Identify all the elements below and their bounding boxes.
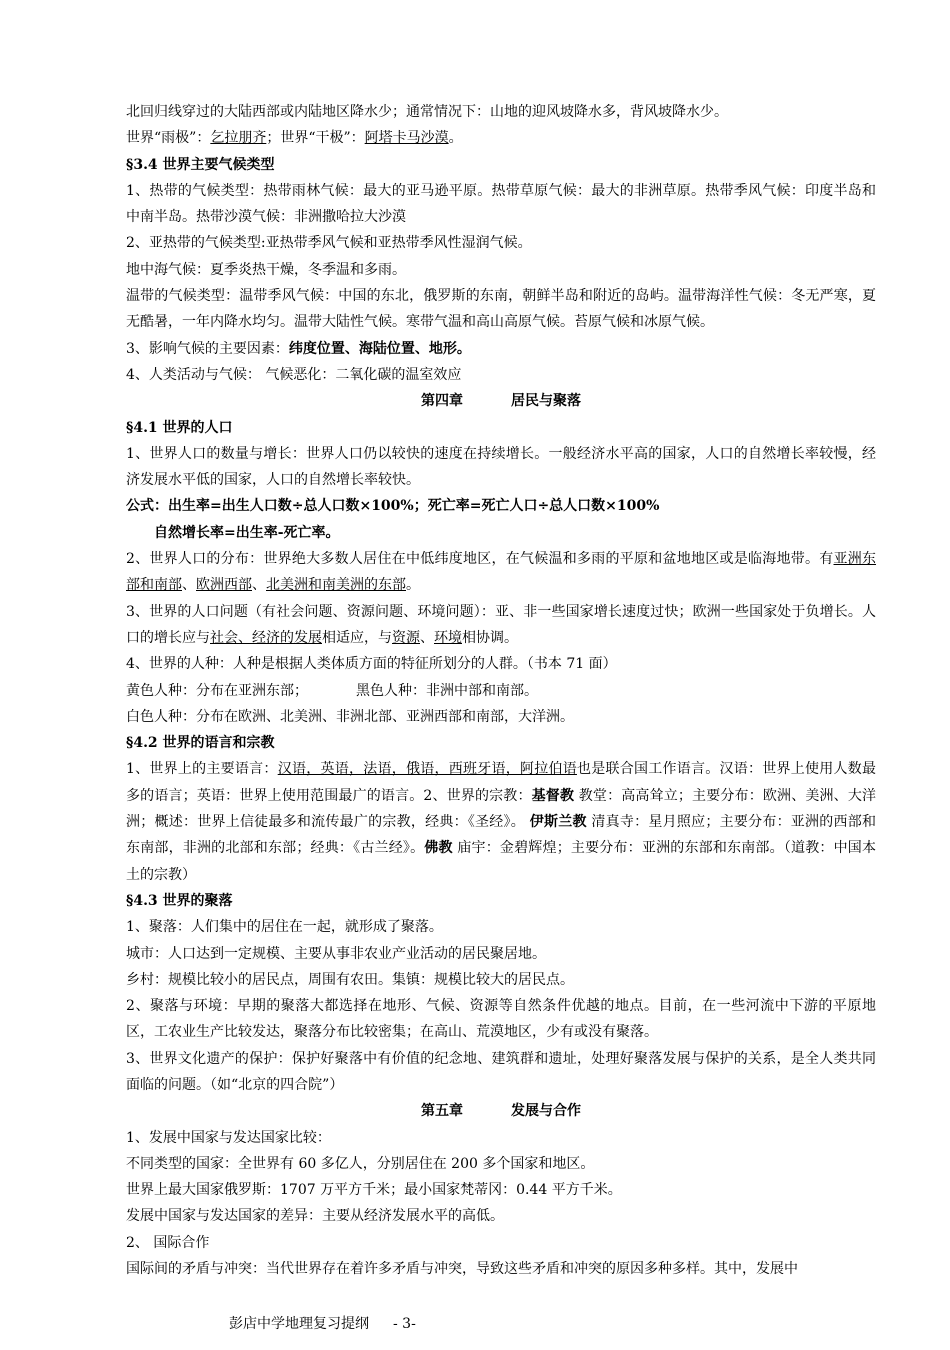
text-run: 2、 国际合作 (126, 1234, 210, 1251)
underlined-text: 乞拉朋齐 (210, 130, 267, 147)
text-run: 白色人种：分布在欧洲、北美洲、非洲北部、亚洲西部和南部，大洋洲。 (126, 708, 574, 725)
paragraph (126, 283, 876, 336)
paragraph (126, 125, 876, 151)
text-run: 1、热带的气候类型：热带雨林气候：最大的亚马逊平原。热带草原气候：最大的非洲草原。热带季风气候：印度半岛和中南半岛。热带沙漠气候：非洲撒哈拉大沙漠 (126, 182, 876, 226)
text-run: 、 (182, 577, 196, 594)
text-run: 4、世界的人种：人种是根据人类体质方面的特征所划分的人群。（书本 71 面） (126, 656, 617, 673)
text-run: §4.1 世界的人口 (126, 419, 233, 436)
paragraph (126, 1125, 876, 1151)
bold-text: 基督教 (531, 787, 575, 804)
page-number: - 3- (393, 1316, 416, 1332)
paragraph (126, 1256, 876, 1282)
text-run: 相适应，与 (322, 629, 392, 646)
text-run: 2、亚热带的气候类型:亚热带季风气候和亚热带季风性湿润气候。 (126, 235, 532, 252)
text-run: 4、人类活动与气候： 气候恶化：二氧化碳的温室效应 (126, 366, 462, 383)
paragraph (126, 704, 876, 730)
text-run: 2、世界人口的分布：世界绝大多数人居住在中低纬度地区，在气候温和多雨的平原和盆地地区或是临海地带。有 (126, 551, 834, 568)
text-run: 1、世界上的主要语言： (126, 761, 278, 778)
text-run: 地中海气候：夏季炎热干燥，冬季温和多雨。 (126, 261, 406, 278)
text-run: 庙宇：金碧辉煌；主要分布：亚洲的东部和东南部。（道教：中国本土的宗教） (126, 840, 876, 883)
text-run: 。 (448, 130, 463, 147)
paragraph (126, 257, 876, 283)
paragraph (126, 1151, 876, 1177)
text-run: 城市：人口达到一定规模、主要从事非农业产业活动的居民聚居地。 (126, 945, 546, 962)
section-heading (126, 888, 876, 914)
paragraph (126, 336, 876, 362)
text-run: 。 (406, 577, 420, 594)
text-run: 公式：出生率=出生人口数÷总人口数×100%；死亡率=死亡人口÷总人口数×100% (126, 498, 660, 515)
text-run: 3、世界的人口问题（有社会问题、资源问题、环境问题）：亚、非一些国家增长速度过快；欧洲一些国家处于负增长。人口的增长应与 (126, 603, 876, 646)
text-run: 也是联合国工作语言。汉语：世界上使用人数最多的语言；英语：世界上使用范围最广的语言。2、世界的宗教： (126, 761, 876, 804)
text-run: 世界上最大国家俄罗斯：1707 万平方千米；最小国家梵蒂冈：0.44 平方千米。 (126, 1182, 622, 1199)
footer-title: 彭店中学地理复习提纲 (229, 1316, 369, 1332)
text-run: 北回归线穿过的大陆西部或内陆地区降水少；通常情况下：山地的迎风坡降水多，背风坡降水少。 (126, 104, 728, 120)
text-run: 相协调。 (462, 629, 518, 646)
paragraph (126, 678, 876, 704)
paragraph (126, 441, 876, 494)
text-run: 第四章 (421, 393, 463, 410)
text-run: §4.3 世界的聚落 (126, 892, 233, 909)
text-run: 黄色人种：分布在亚洲东部； (126, 682, 308, 699)
section-heading (126, 415, 876, 441)
text-run: 1、发展中国家与发达国家比较： (126, 1129, 331, 1146)
section-heading (126, 493, 876, 519)
paragraph (126, 756, 876, 887)
text-run: 教堂：高高耸立；主要分布：欧洲、美洲、大洋洲；概述：世界上信徒最多和流传最广的宗教，经典：《圣经》。 (126, 787, 877, 831)
underlined-text: 环境 (434, 629, 462, 646)
paragraph (126, 546, 876, 599)
text-run: 温带的气候类型：温带季风气候：中国的东北，俄罗斯的东南，朝鲜半岛和附近的岛屿。温带海洋性气候：冬无严寒，夏无酷暑，一年内降水均匀。温带大陆性气候。寒带气温和高山高原气候。苔原气候和冰原气候。 (126, 288, 876, 331)
underlined-text: 阿塔卡马沙漠 (364, 130, 449, 147)
section-heading (126, 730, 876, 756)
paragraph (126, 599, 876, 652)
paragraph (126, 914, 876, 940)
underlined-text: 汉语，英语，法语，俄语，西班牙语，阿拉伯语 (277, 761, 577, 778)
formula-line (126, 520, 876, 546)
text-run: 第五章 (421, 1103, 463, 1120)
text-run: 世界“雨极”： (126, 130, 211, 147)
text-run: 、 (252, 577, 266, 594)
text-run: 清真寺：星月照应；主要分布：亚洲的西部和东南部，非洲的北部和东部；经典：《古兰经》。 (126, 814, 877, 857)
section-heading (126, 152, 876, 178)
text-run: §4.2 世界的语言和宗教 (126, 735, 275, 752)
text-run: 、 (420, 629, 434, 646)
text-run: 国际间的矛盾与冲突：当代世界存在着许多矛盾与冲突，导致这些矛盾和冲突的原因多种多样。其中，发展中 (126, 1261, 798, 1278)
paragraph (126, 967, 876, 993)
chapter-heading (126, 388, 876, 414)
underlined-text: 社会、经济的发展 (210, 629, 322, 646)
text-run: 2、聚落与环境：早期的聚落大都选择在地形、气候、资源等自然条件优越的地点。目前，在一些河流中下游的平原地区，工农业生产比较发达，聚落分布比较密集；在高山、荒漠地区，少有或没有聚落。 (126, 998, 876, 1041)
text-run: 乡村：规模比较小的居民点，周围有农田。集镇：规模比较大的居民点。 (126, 971, 574, 988)
text-run: 自然增长率=出生率-死亡率。 (154, 524, 340, 541)
paragraph (126, 178, 876, 231)
text-run: 1、聚落：人们集中的居住在一起，就形成了聚落。 (126, 919, 443, 936)
text-run: ；世界“干极”： (266, 130, 365, 147)
text-run: 发展与合作 (511, 1103, 581, 1120)
paragraph (126, 1177, 876, 1203)
bold-text: 佛教 (424, 840, 453, 857)
paragraph (126, 651, 876, 677)
underlined-text: 欧洲西部 (196, 577, 252, 594)
text-run: §3.4 世界主要气候类型 (126, 156, 275, 173)
paragraph (126, 230, 876, 256)
paragraph (126, 1046, 876, 1099)
bold-text: 伊斯兰教 (529, 814, 587, 831)
underlined-text: 资源 (392, 629, 420, 646)
paragraph (126, 941, 876, 967)
text-run: 居民与聚落 (511, 393, 581, 410)
paragraph (126, 993, 876, 1046)
underlined-text: 北美洲和南美洲的东部 (266, 577, 406, 594)
text-run: 1、世界人口的数量与增长：世界人口仍以较快的速度在持续增长。一般经济水平高的国家，人口的自然增长率较慢，经济发展水平低的国家，人口的自然增长率较快。 (126, 445, 876, 489)
text-run: 黑色人种：非洲中部和南部。 (356, 682, 538, 699)
page-footer (229, 1314, 416, 1334)
underlined-text: 亚洲东部和南部 (126, 551, 877, 594)
paragraph (126, 99, 876, 125)
text-run: 不同类型的国家：全世界有 60 多亿人，分别居住在 200 多个国家和地区。 (126, 1155, 595, 1172)
text-run: 发展中国家与发达国家的差异：主要从经济发展水平的高低。 (126, 1208, 504, 1225)
document-body (126, 99, 876, 1282)
chapter-heading (126, 1098, 876, 1124)
paragraph (126, 1230, 876, 1256)
bold-text: 纬度位置、海陆位置、地形。 (288, 340, 471, 357)
text-run: 3、世界文化遗产的保护：保护好聚落中有价值的纪念地、建筑群和遗址，处理好聚落发展与保护的关系，是全人类共同面临的问题。（如“北京的四合院”） (126, 1050, 876, 1093)
paragraph (126, 1203, 876, 1229)
paragraph (126, 362, 876, 388)
text-run: 3、影响气候的主要因素： (126, 340, 289, 357)
